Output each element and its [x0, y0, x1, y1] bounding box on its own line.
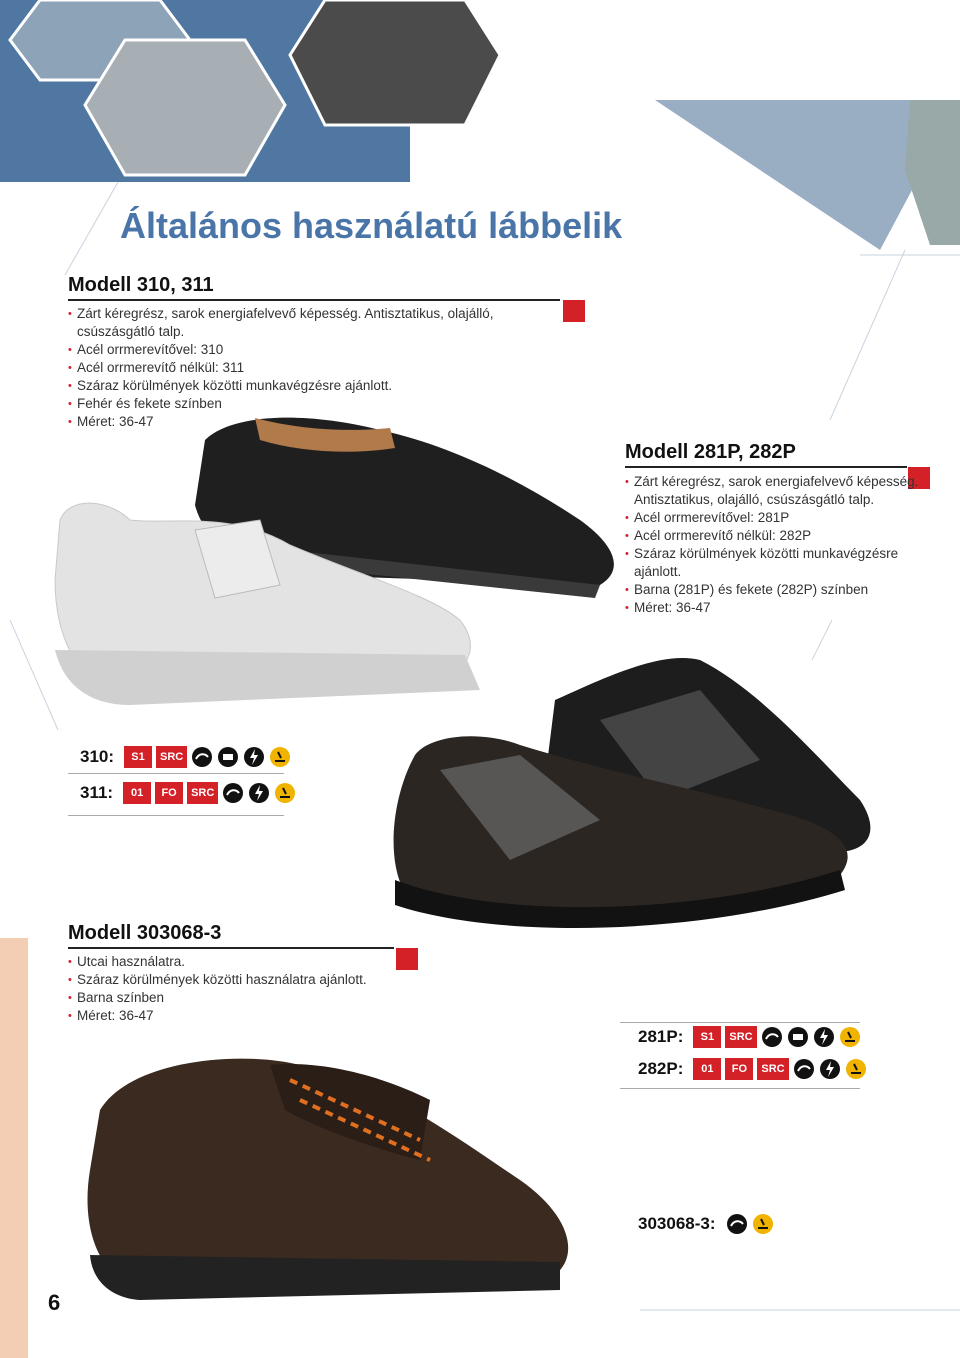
list-item: • Zárt kéregrész, sarok energiafelvevő képesség. Antisztatikus, olajálló, csúszásgátló talp. — [625, 473, 925, 509]
slip-resistant-icon — [845, 1058, 867, 1080]
page-number: 6 — [48, 1290, 61, 1315]
hex-photo-factory — [85, 40, 285, 175]
energy-absorbing-heel-icon — [787, 1026, 809, 1048]
slip-resistant-icon — [274, 782, 296, 804]
cert-label: 303068-3: — [638, 1214, 716, 1233]
model-303-heading: Modell 303068-3 — [68, 922, 222, 944]
cert-badge: FO — [155, 782, 183, 804]
page-title: Általános használatú lábbelik — [120, 205, 623, 246]
model-281-heading: Modell 281P, 282P — [625, 441, 796, 463]
antistatic-sole-icon — [222, 782, 244, 804]
energy-absorbing-heel-icon — [217, 746, 239, 768]
slip-resistant-icon — [839, 1026, 861, 1048]
list-item: • Méret: 36-47 — [68, 413, 568, 431]
list-item: • Fehér és fekete színben — [68, 395, 568, 413]
list-item: • Zárt kéregrész, sarok energiafelvevő képesség. Antisztatikus, olajálló, csúszásgátló talp. — [68, 305, 568, 341]
cert-divider — [68, 815, 284, 816]
electric-antistatic-icon — [813, 1026, 835, 1048]
cert-badge: FO — [725, 1058, 753, 1080]
model-310-feature-list — [68, 305, 568, 431]
list-item: • Acél orrmerevítő nélkül: 311 — [68, 359, 568, 377]
cert-row-311 — [80, 782, 296, 804]
cert-badge: S1 — [124, 746, 152, 768]
hex-photo-leather — [290, 0, 500, 125]
shoe-303068-image — [88, 1059, 569, 1300]
model-303-rule — [68, 947, 394, 949]
list-item: • Méret: 36-47 — [625, 599, 925, 617]
antistatic-sole-icon — [726, 1213, 748, 1235]
list-item: • Száraz körülmények közötti használatra ajánlott. — [68, 971, 408, 989]
cert-badge: 01 — [123, 782, 151, 804]
list-item: • Barna színben — [68, 989, 408, 1007]
slip-resistant-icon — [269, 746, 291, 768]
list-item: • Acél orrmerevítővel: 310 — [68, 341, 568, 359]
cert-row-310 — [80, 746, 291, 768]
cert-badge: SRC — [187, 782, 218, 804]
model-310-rule — [68, 299, 560, 301]
electric-antistatic-icon — [819, 1058, 841, 1080]
electric-antistatic-icon — [248, 782, 270, 804]
model-281-feature-list — [625, 473, 925, 617]
cert-label: 310: — [80, 747, 115, 766]
list-item: • Barna (281P) és fekete (282P) színben — [625, 581, 925, 599]
cert-badge: 01 — [693, 1058, 721, 1080]
cert-row-303068 — [638, 1213, 774, 1235]
slip-resistant-icon — [752, 1213, 774, 1235]
cert-divider — [620, 1022, 860, 1023]
cert-row-282p — [638, 1058, 867, 1080]
list-item: • Acél orrmerevítővel: 281P — [625, 509, 925, 527]
antistatic-sole-icon — [793, 1058, 815, 1080]
list-item: • Utcai használatra. — [68, 953, 408, 971]
cert-label: 282P: — [638, 1059, 684, 1078]
cert-divider — [620, 1088, 860, 1089]
electric-antistatic-icon — [243, 746, 265, 768]
antistatic-sole-icon — [191, 746, 213, 768]
cert-row-281p — [638, 1026, 861, 1048]
list-item: • Méret: 36-47 — [68, 1007, 408, 1025]
edge-photo-hand — [905, 100, 960, 245]
cert-badge: SRC — [725, 1026, 756, 1048]
list-item: • Száraz körülmények közötti munkavégzésre ajánlott. — [625, 545, 925, 581]
cert-divider — [68, 773, 284, 774]
model-303-feature-list — [68, 953, 408, 1025]
list-item: • Acél orrmerevítő nélkül: 282P — [625, 527, 925, 545]
model-281-rule — [625, 466, 907, 468]
cert-badge: SRC — [156, 746, 187, 768]
cert-label: 311: — [80, 783, 114, 802]
cert-badge: SRC — [757, 1058, 788, 1080]
list-item: • Száraz körülmények közötti munkavégzésre ajánlott. — [68, 377, 568, 395]
cert-label: 281P: — [638, 1027, 684, 1046]
antistatic-sole-icon — [761, 1026, 783, 1048]
side-color-strip — [0, 938, 28, 1358]
cert-badge: S1 — [693, 1026, 721, 1048]
model-310-heading: Modell 310, 311 — [68, 274, 214, 296]
